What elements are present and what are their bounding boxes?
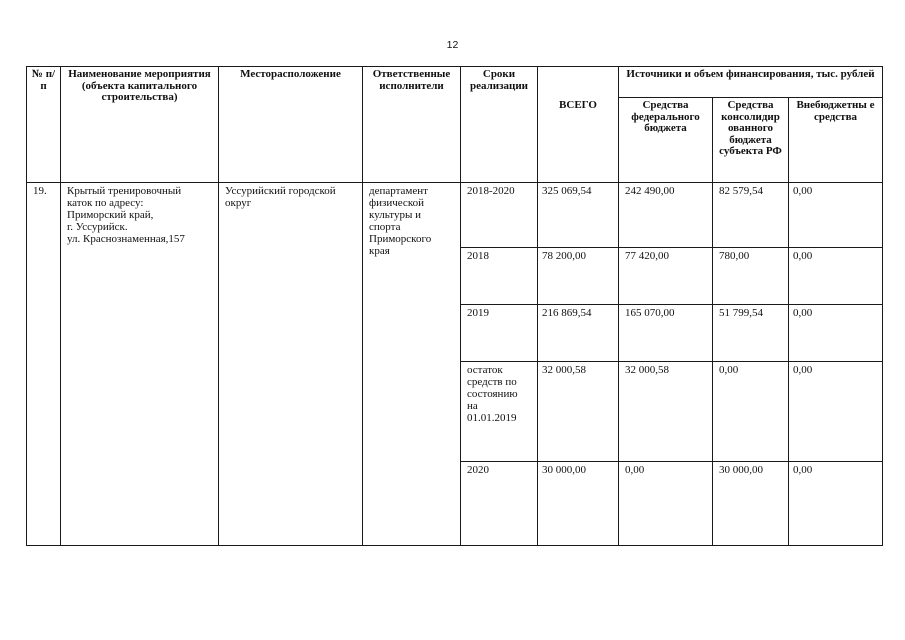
entry-location: Уссурийский городской округ	[219, 183, 363, 546]
header-empty-total-top	[538, 67, 619, 98]
term-cell: 2018	[461, 248, 538, 305]
extrabudget-cell: 0,00	[789, 183, 883, 248]
regional-cell: 0,00	[713, 362, 789, 462]
total-cell: 78 200,00	[538, 248, 619, 305]
header-name: Наименование мероприятия (объекта капитального строительства)	[61, 67, 219, 183]
header-funding-group: Источники и объем финансирования, тыс. рублей	[619, 67, 883, 98]
total-cell: 216 869,54	[538, 305, 619, 362]
total-cell: 32 000,58	[538, 362, 619, 462]
header-row-1	[27, 67, 883, 98]
extrabudget-cell: 0,00	[789, 462, 883, 546]
total-cell: 325 069,54	[538, 183, 619, 248]
page-number: 12	[446, 39, 459, 51]
header-total: ВСЕГО	[538, 98, 619, 183]
regional-cell: 51 799,54	[713, 305, 789, 362]
header-executors: Ответственные исполнители	[363, 67, 461, 183]
extrabudget-cell: 0,00	[789, 248, 883, 305]
extrabudget-cell: 0,00	[789, 362, 883, 462]
regional-cell: 780,00	[713, 248, 789, 305]
entry-name: Крытый тренировочный каток по адресу: Приморский край, г. Уссурийск. ул. Краснознаменная,157	[61, 183, 219, 546]
entry-num: 19.	[27, 183, 61, 546]
table-row	[27, 183, 883, 248]
header-regional: Средства консолидир ованного бюджета субъекта РФ	[713, 98, 789, 183]
federal-cell: 242 490,00	[619, 183, 713, 248]
federal-cell: 165 070,00	[619, 305, 713, 362]
regional-cell: 30 000,00	[713, 462, 789, 546]
header-terms: Сроки реализации	[461, 67, 538, 183]
federal-cell: 32 000,58	[619, 362, 713, 462]
federal-cell: 0,00	[619, 462, 713, 546]
term-cell: остаток средств по состоянию на 01.01.2019	[461, 362, 538, 462]
regional-cell: 82 579,54	[713, 183, 789, 248]
total-cell: 30 000,00	[538, 462, 619, 546]
header-location: Месторасположение	[219, 67, 363, 183]
term-cell: 2020	[461, 462, 538, 546]
header-federal: Средства федерального бюджета	[619, 98, 713, 183]
capital-construction-table	[26, 66, 883, 546]
federal-cell: 77 420,00	[619, 248, 713, 305]
header-extrabudget: Внебюджетны е средства	[789, 98, 883, 183]
entry-executors: департамент физической культуры и спорта Приморского края	[363, 183, 461, 546]
term-cell: 2018-2020	[461, 183, 538, 248]
term-cell: 2019	[461, 305, 538, 362]
extrabudget-cell: 0,00	[789, 305, 883, 362]
header-num: № п/п	[27, 67, 61, 183]
